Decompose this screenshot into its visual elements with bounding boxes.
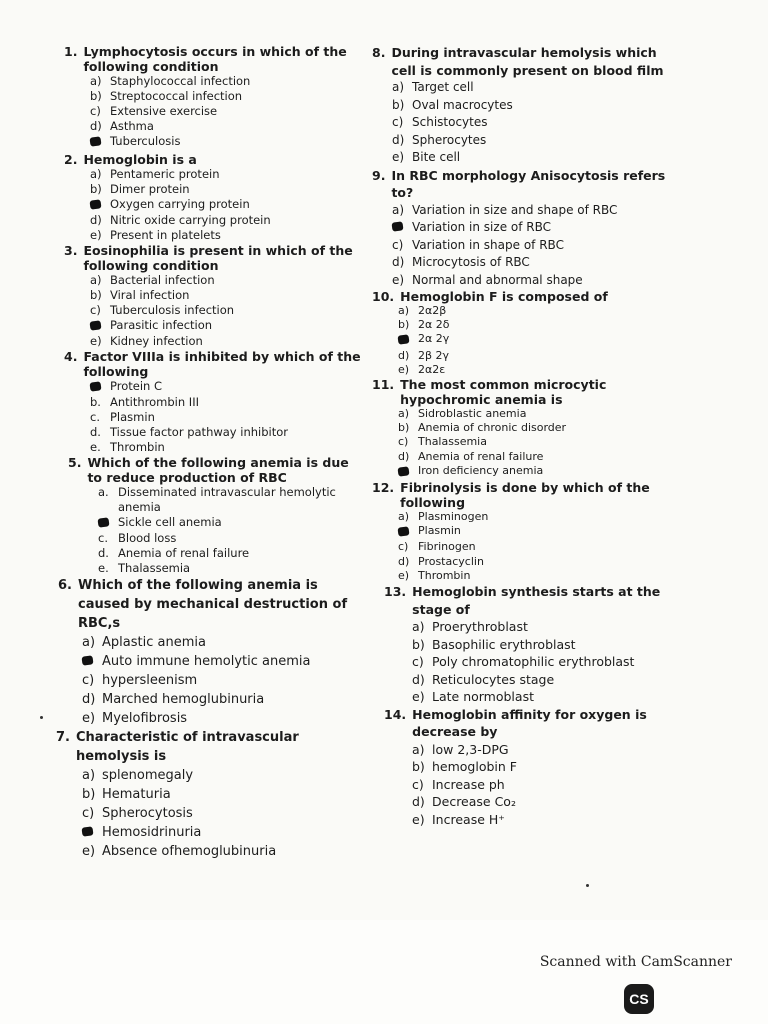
option-letter: c) [412,654,424,670]
option [372,202,672,220]
option-selected [64,823,364,842]
option [372,304,672,318]
question-8 [372,44,672,167]
question-number: 8. [372,45,386,60]
option [64,842,364,861]
question-number: 4. [64,349,78,364]
answer-mark-icon [82,823,102,842]
option-letter: e) [82,844,96,859]
question-number: 10. [372,289,395,304]
left-question-column [56,44,364,861]
option-text: Absence ofhemoglubinuria [102,844,277,859]
option-selected [372,332,672,348]
question-9 [372,167,672,290]
option-text: Variation in size of RBC [412,220,552,234]
option [372,793,672,811]
option-letter: d) [398,449,410,463]
option-text: Increase H⁺ [432,811,505,827]
scan-speck [586,884,589,887]
option [64,228,364,243]
option-letter: d) [398,348,410,362]
option-text: Tuberculosis infection [110,303,235,317]
option-text: Staphylococcal infection [110,74,251,88]
option [372,555,672,569]
option-text: Present in platelets [110,228,221,242]
option-text: Aplastic anemia [102,635,206,650]
question-text: In RBC morphology Anisocytosis refers to? [391,167,666,200]
option-selected [64,379,364,395]
option-letter: d) [82,692,96,707]
option [372,758,672,776]
option-selected [64,652,364,671]
right-question-column [372,44,672,828]
option-text: Disseminated intravascular hemolytic anemia [118,485,336,514]
option [64,561,364,576]
option-text: 2β 2γ [418,348,450,362]
option-text: Nitric oxide carrying protein [110,213,271,227]
question-text: Factor VIIIa is inhibited by which of the following [83,349,361,379]
option [372,349,672,363]
option-text: Kidney infection [110,334,203,348]
option-text: Tuberculosis [110,134,181,148]
question-number: 5. [68,455,82,470]
option [64,303,364,318]
option-text: Thrombin [418,568,471,582]
question-number: 2. [64,152,78,167]
option-text: Schistocytes [412,115,488,129]
option-letter: e. [98,561,109,575]
option [372,421,672,435]
option [372,132,672,150]
option-text: Asthma [110,119,154,133]
option-letter: c) [90,303,101,317]
option-text: Thalassemia [418,435,487,449]
question-11 [372,377,672,480]
option-letter: a) [82,768,96,783]
option [64,690,364,709]
option [64,182,364,197]
question-14 [372,706,672,829]
option-text: Plasminogen [418,510,489,524]
question-text: Characteristic of intravascular hemolysis is [75,730,299,764]
option-letter: b. [90,395,101,409]
option-text: Iron deficiency anemia [418,463,544,477]
option-text: Poly chromatophilic erythroblast [432,654,635,670]
option [372,97,672,115]
option [372,653,672,671]
option-text: hypersleenism [102,673,198,688]
option-text: Protein C [110,379,162,393]
answer-mark-icon [90,318,110,334]
option-letter: a) [392,202,405,217]
question-number: 3. [64,243,78,258]
option-selected [64,134,364,150]
option-text: hemoglobin F [432,759,517,775]
question-5 [64,455,364,576]
option-letter: a) [412,619,425,635]
option [372,636,672,654]
option-letter: e) [398,362,410,376]
answer-mark-icon [392,219,412,237]
option-text: Tissue factor pathway inhibitor [110,425,289,439]
option-text: Viral infection [110,288,190,302]
option [372,671,672,689]
question-number: 9. [372,167,386,183]
option-text: Plasmin [418,524,461,538]
option-text: Variation in size and shape of RBC [412,202,618,217]
option-letter: c. [98,531,108,545]
option-letter: e) [412,689,425,705]
option [372,237,672,255]
question-number: 6. [58,578,72,593]
option [372,540,672,554]
option-text: Sickle cell anemia [118,515,222,529]
option-text: Anemia of renal failure [418,449,544,463]
option-text: Hematuria [102,787,171,802]
question-13 [372,583,672,706]
option [372,407,672,421]
question-4 [64,349,364,455]
option-text: Sidroblastic anemia [418,407,527,421]
option [64,440,364,455]
answer-mark-icon [82,652,102,671]
option-text: Oval macrocytes [412,97,513,112]
question-text: Hemoglobin synthesis starts at the stage of [412,584,661,617]
option-letter: d. [90,425,101,439]
option-letter: c) [392,115,404,129]
question-text: Fibrinolysis is done by which of the following [400,480,650,511]
option-text: Oxygen carrying protein [110,197,250,211]
option [64,104,364,119]
option [372,569,672,583]
option [372,318,672,332]
option-text: Thrombin [110,440,165,454]
option-letter: a) [412,741,425,757]
option [64,709,364,728]
option [372,114,672,132]
question-text: During intravascular hemolysis which cell is commonly present on blood film [391,45,664,78]
option-letter: d. [98,546,109,560]
option-text: 2α2β [418,304,447,317]
option [64,804,364,823]
option-letter: b) [82,787,96,802]
option-selected [372,524,672,540]
option-text: Dimer protein [110,182,190,196]
option-text: Proerythroblast [432,619,528,635]
option-text: Increase ph [432,776,505,792]
option [372,741,672,759]
option-letter: e. [90,440,101,454]
option-text: Bite cell [412,150,461,164]
option-text: Spherocytes [412,132,487,147]
option [372,79,672,97]
question-1 [64,44,364,150]
option-text: low 2,3-DPG [432,741,509,757]
option-letter: d) [412,794,425,810]
option-letter: c) [82,673,95,688]
question-6 [58,576,364,728]
option-letter: b) [398,421,410,435]
question-text: The most common microcytic hypochromic anemia is [400,377,607,408]
option-letter: e) [412,811,425,827]
question-text: Hemoglobin is a [83,152,197,167]
option-letter: e) [392,272,405,287]
option [64,119,364,134]
option-letter: d) [392,255,405,269]
option-letter: b) [90,288,102,302]
option-selected [64,197,364,213]
answer-mark-icon [398,524,418,540]
scan-footer [0,950,768,1024]
option [372,254,672,272]
option-letter: a. [98,485,109,499]
option-selected [372,464,672,480]
option-selected [64,318,364,334]
option-letter: a) [90,167,102,181]
option-text: Bacterial infection [110,273,215,287]
question-number: 14. [384,706,407,722]
question-number: 13. [384,584,407,600]
option [64,785,364,804]
option-letter: a) [398,407,410,421]
option-text: Basophilic erythroblast [432,636,576,652]
option-text: Reticulocytes stage [432,671,555,687]
question-3 [64,243,364,349]
option-letter: a) [90,273,102,287]
option-text: Blood loss [118,531,177,545]
option-letter: c) [82,806,95,821]
option-letter: b) [392,97,405,112]
option-letter: b) [412,759,425,775]
question-number: 7. [56,730,70,745]
option-letter: e) [90,228,102,242]
option-letter: b) [398,318,410,332]
option-text: Extensive exercise [110,104,218,118]
option [372,811,672,829]
option-text: Pentameric protein [110,167,220,181]
option-selected [372,219,672,237]
option-text: Fibrinogen [418,540,476,554]
option-text: Streptococcal infection [110,89,243,103]
option-text: Myelofibrosis [102,711,188,726]
option [64,213,364,228]
option [64,288,364,303]
option [64,671,364,690]
option [372,688,672,706]
question-text: Eosinophilia is present in which of the following condition [83,243,353,273]
option-letter: b) [412,636,425,652]
option [64,334,364,349]
option [64,531,364,546]
option [64,766,364,785]
option-letter: c. [90,410,100,424]
option-letter: a) [398,510,410,524]
question-text: Which of the following anemia is caused by mechanical destruction of RBC,s [77,578,348,631]
option-letter: a) [392,80,405,94]
option-letter: c) [398,540,409,554]
option-letter: d) [412,671,425,687]
option-text: Microcytosis of RBC [412,255,530,269]
option [372,149,672,167]
option [64,410,364,425]
option-text: Late normoblast [432,689,534,705]
option-text: Spherocytosis [102,806,193,821]
question-2 [64,152,364,243]
option-text: Target cell [412,80,474,94]
camscanner-logo-icon: CS [624,984,654,1014]
option [64,395,364,410]
option-letter: c) [90,104,101,118]
answer-mark-icon [98,515,118,531]
option-letter: d) [90,213,102,227]
option [64,74,364,89]
option-letter: d) [90,119,102,133]
option-letter: b) [90,182,102,196]
option-letter: c) [392,237,404,252]
question-number: 12. [372,480,395,496]
option [64,425,364,440]
option [372,435,672,449]
option-letter: e) [398,568,410,582]
option [372,450,672,464]
option-text: Anemia of chronic disorder [418,421,567,435]
option-selected [64,515,364,531]
option [64,167,364,182]
option-text: Hemosidrinuria [102,825,202,840]
option-text: Variation in shape of RBC [412,237,564,252]
option [372,510,672,524]
answer-mark-icon [90,197,110,213]
answer-mark-icon [398,332,418,348]
option-letter: c) [412,776,424,792]
option-letter: e) [82,711,96,726]
question-number: 11. [372,377,395,393]
option [64,89,364,104]
option [64,485,364,515]
answer-mark-icon [398,464,418,480]
question-7 [56,728,364,861]
answer-mark-icon [90,379,110,395]
option-text: Antithrombin III [110,395,199,409]
option-text: Marched hemoglubinuria [102,692,265,707]
option-letter: e) [90,334,102,348]
option-text: Normal and abnormal shape [412,272,583,287]
option-text: Anemia of renal failure [118,546,250,560]
option [64,546,364,561]
question-text: Lymphocytosis occurs in which of the following condition [83,44,347,74]
option-text: Parasitic infection [110,318,213,332]
option [64,273,364,288]
option-text: splenomegaly [102,768,194,783]
scanner-watermark: Scanned with CamScanner [539,954,732,970]
option-letter: b) [90,89,102,103]
scan-speck [40,716,43,719]
question-10 [372,289,672,377]
option-text: Decrease Co₂ [432,794,516,810]
option-letter: e) [392,150,405,164]
option-text: Thalassemia [118,561,191,575]
option-letter: d) [392,132,405,147]
option-text: 2α2ε [418,362,446,376]
option [372,618,672,636]
answer-mark-icon [90,134,110,150]
question-text: Hemoglobin affinity for oxygen is decrease by [412,706,647,740]
option [372,776,672,794]
option-text: Auto immune hemolytic anemia [102,654,311,669]
option [372,272,672,290]
option-text: Prostacyclin [418,554,484,568]
option-letter: c) [398,435,409,449]
option-text: 2α 2γ [418,332,450,346]
question-12 [372,480,672,583]
option-text: Plasmin [110,410,155,424]
option-letter: a) [398,304,410,317]
option-letter: a) [82,635,96,650]
option-letter: d) [398,554,410,568]
question-text: Which of the following anemia is due to reduce production of RBC [87,455,349,485]
option-text: 2α 2δ [418,318,450,332]
option [372,363,672,377]
option-letter: a) [90,74,102,88]
question-number: 1. [64,44,78,59]
question-text: Hemoglobin F is composed of [400,289,608,304]
option [64,633,364,652]
